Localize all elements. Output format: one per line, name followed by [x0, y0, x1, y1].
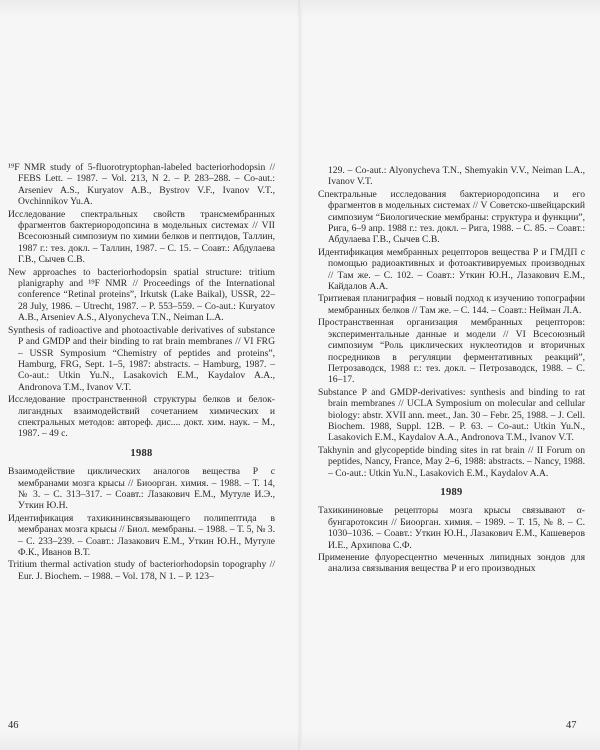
right-page-column	[318, 165, 585, 576]
page-shadow-bottom	[300, 732, 600, 750]
bibliography-entry: ¹⁹F NMR study of 5-fluorotryptophan-labeled bacteriorhodopsin // FEBS Lett. – 1987. – Vol. 213, N 2. – P. 283–288. – Co-aut.: Arseniev A.S., Kuryatov A.B., Bystrov V.F., Ivanov V.T., Ovchinnikov Yu.A.	[8, 162, 275, 208]
bibliography-entry: Спектральные исследования бактериородопсина и его фрагментов в модельных системах // V Советско-швейцарский симпозиум “Биологические мембраны: структура и функции”, Рига, 6–9 апр. 1988 г.: тез. докл. – Рига, 1988. – С. 85. – Соавт.: Абдулаева Г.В., Сычев С.В.	[318, 188, 585, 246]
bibliography-entry: Takhynin and glycopeptide binding sites in rat brain // II Forum on peptides, Nancy, France, May 2–6, 1988: abstracts. – Nancy, 1988. – Co-aut.: Utkin Yu.N., Lasakovich E.M., Kaydalov A.A.	[318, 444, 585, 479]
bibliography-entry: Tritium thermal activation study of bacteriorhodopsin topography // Eur. J. Biochem. – 1988. – Vol. 178, N 1. – P. 123–	[8, 559, 275, 582]
page-number-right: 47	[566, 720, 577, 731]
left-page-column	[8, 162, 275, 583]
bibliography-entry: Идентификация мембранных рецепторов вещества Р и ГМДП с помощью радиоактивных и фотоактивируемых производных // Там же. – С. 102. – Соавт.: Уткин Ю.Н., Лазакович Е.М., Кайдалов А.А.	[318, 246, 585, 293]
year-heading: 1988	[130, 447, 153, 459]
bibliography-entry: New approaches to bacteriorhodopsin spatial structure: tritium planigraphy and ¹⁹F NMR // Proceedings of the International conference “Retinal proteins”, Irkutsk (Lake Baikal), USSR, 22–28 July, 1986. – Utrecht, 1987. – P. 553–559. – Co-aut.: Kuryatov A.B., Arseniev A.S., Alyonycheva T.N., Neiman L.A.	[8, 266, 275, 324]
bibliography-entry: Synthesis of radioactive and photoactivable derivatives of substance P and GMDP and their binding to rat brain membranes // VI FRG – USSR Symposium “Chemistry of peptides and proteins”, Hamburg, FRG, Sept. 1–5, 1987: abstracts. – Hamburg, 1987. – Co-aut.: Utkin Yu.N., Lasakovich E.M., Kaydalov A.A., Andronova T.M., Ivanov V.T.	[8, 324, 275, 393]
page-number-left: 46	[8, 720, 19, 731]
year-heading: 1989	[440, 486, 463, 498]
bibliography-entry-continuation: 129. – Co-aut.: Alyonycheva T.N., Shemyakin V.V., Neiman L.A., Ivanov V.T.	[328, 165, 585, 188]
bibliography-entry: Идентификация тахикининсвязывающего полипептида в мембранах мозга крысы // Биол. мембраны. – 1988. – Т. 5, № 3. – С. 233–239. – Соавт.: Лазакович Е.М., Уткин Ю.Н., Мутуле Ф.К., Иванов В.Т.	[8, 512, 275, 558]
bibliography-entry: Взаимодействие циклических аналогов вещества Р с мембранами мозга крысы // Биоорган. химия. – 1988. – Т. 14, № 3. – С. 313–317. – Соавт.: Лазакович Е.М., Мутуле И.Э., Уткин Ю.Н.	[8, 466, 275, 512]
bibliography-entry: Пространственная организация мембранных рецепторов: экспериментальные данные и модели // VI Всесоюзный симпозиум “Роль циклических нуклеотидов и вторичных посредников в регуляции ферментативных реакций”, Петрозаводск, 1988 г.: тез. докл. – Петрозаводск, 1988. – С. 16–17.	[318, 317, 585, 386]
page-shadow-top	[300, 0, 600, 18]
bibliography-entry: Исследование спектральных свойств трансмембранных фрагментов бактериородопсина в модельных системах // VII Всесоюзный симпозиум по химии белков и пептидов, Таллин, 1987 г.: тез. докл. – Таллин, 1987. – С. 15. – Соавт.: Абдулаева Г.В., Сычев С.В.	[8, 208, 275, 266]
bibliography-entry: Исследование пространственной структуры белков и белок-лигандных взаимодействий сочетанием химических и спектральных методов: автореф. дис.... докт. хим. наук. – М., 1987. – 49 с.	[8, 394, 275, 440]
bibliography-entry: Substance P and GMDP-derivatives: synthesis and binding to rat brain membranes // UCLA Symposium on molecular and cellular biology: abstr. XVII ann. meet., Jan. 30 – Febr. 25, 1988. – J. Cell. Biochem. 1988, Suppl. 12B. – P. 63. – Co-aut.: Utkin Yu.N., Lasakovich E.M., Kaydalov A.A., Andronova T.M., Ivanov V.T.	[318, 386, 585, 444]
page-shadow-bottom	[0, 732, 300, 750]
right-page	[300, 0, 600, 750]
bibliography-entry: Применение флуоресцентно меченных липидных зондов для анализа связывания вещества Р и его производных	[318, 552, 585, 575]
bibliography-entry: Тахикининовые рецепторы мозга крысы связывают α-бунгаротоксин // Биоорган. химия. – 1989. – Т. 15, № 8. – С. 1030–1036. – Соавт.: Уткин Ю.Н., Лазакович Е.М., Кашеверов И.Е., Архипова С.Ф.	[318, 505, 585, 551]
bibliography-entry: Тритиевая планиграфия – новый подход к изучению топографии мембранных белков // Там же. – С. 144. – Соавт.: Нейман Л.А.	[318, 293, 585, 316]
page-shadow-top	[0, 0, 300, 18]
